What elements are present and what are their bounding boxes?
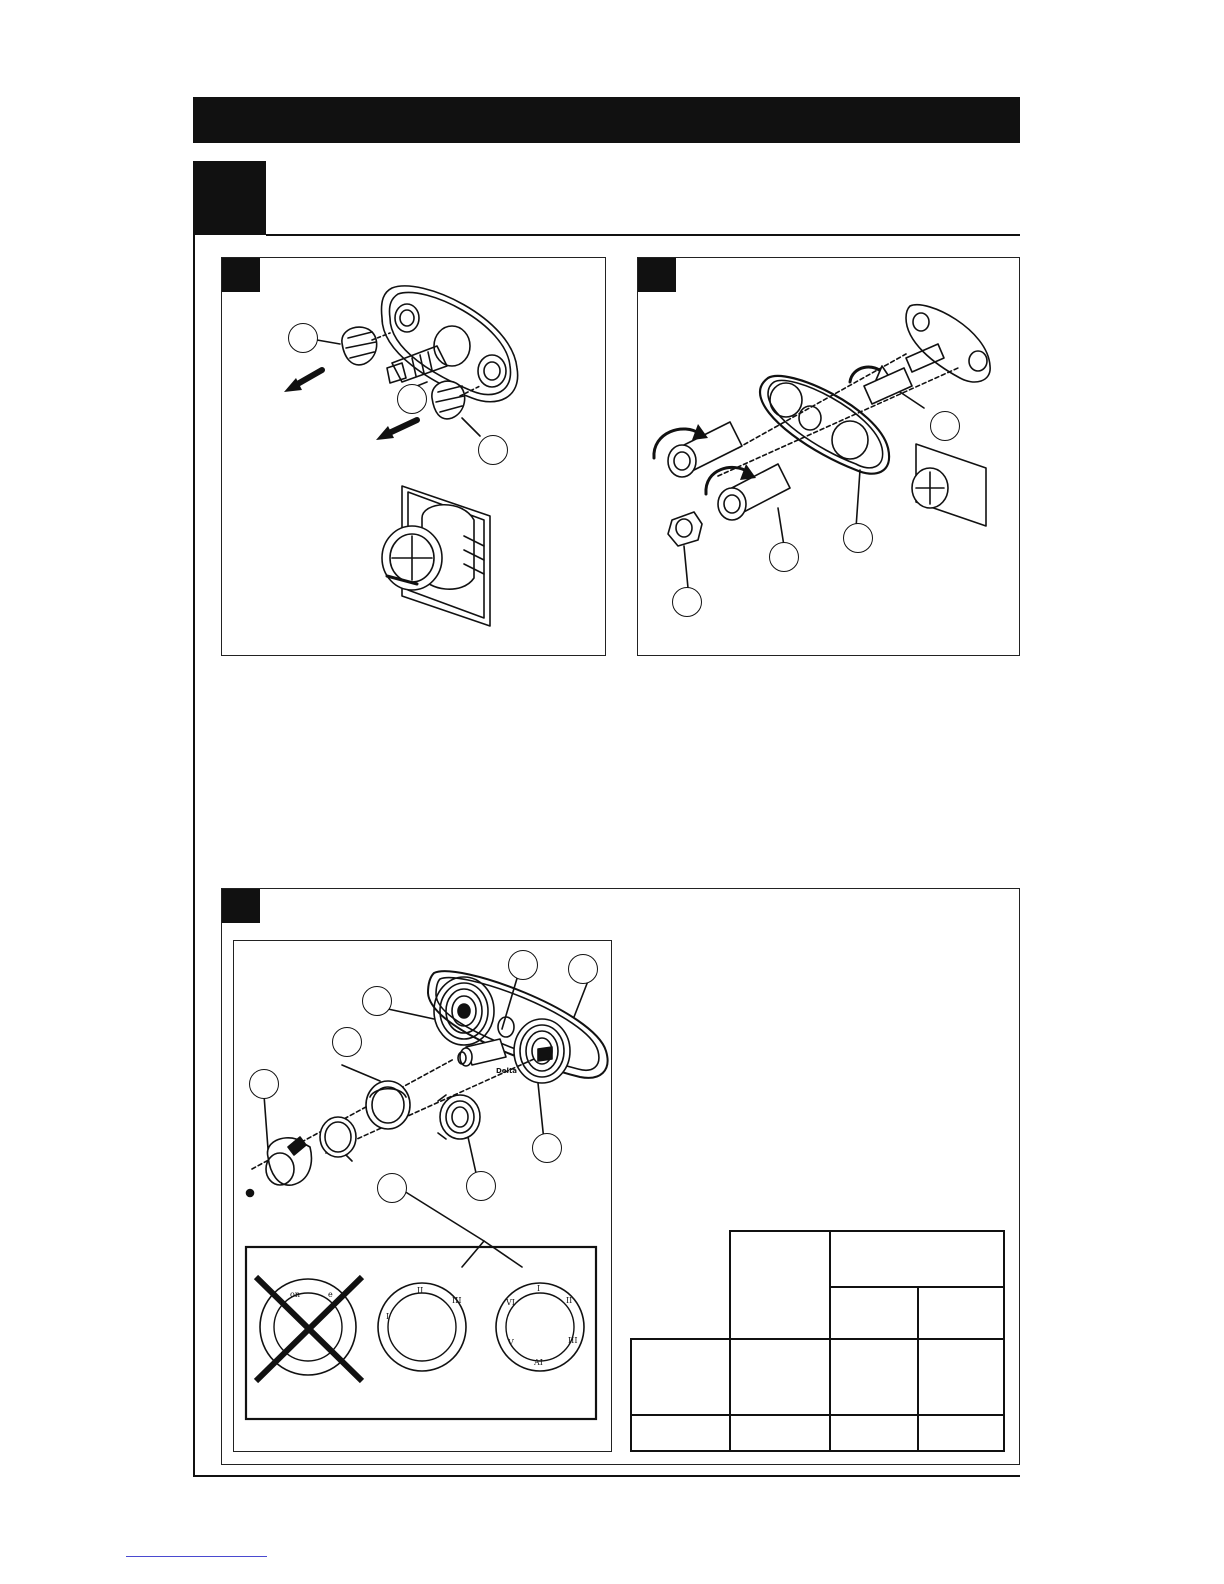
trim-assembly-illustration (234, 941, 613, 1453)
table-cell (918, 1339, 1004, 1415)
ring-mark: I (386, 1312, 390, 1321)
brand-mark: Delta (496, 1067, 518, 1075)
ring-mark: V (508, 1338, 514, 1347)
ring-mark: III (568, 1336, 578, 1345)
ring-mark: II (417, 1286, 424, 1295)
callout-handle (288, 323, 318, 353)
callout-handle-right (478, 435, 508, 465)
ring-mark: II (566, 1296, 573, 1305)
callout-trim-b (568, 954, 598, 984)
page-bottom-rule (193, 1475, 1020, 1477)
panel-tag (222, 889, 260, 923)
spec-table (630, 1230, 1005, 1452)
callout-trim-e (249, 1069, 279, 1099)
page-left-rule (193, 235, 195, 1475)
callout-trim-g (466, 1171, 496, 1201)
section-header-bar (193, 97, 1020, 143)
ring-mark: AI (534, 1358, 543, 1367)
table-cell (730, 1415, 830, 1451)
callout-nut (672, 587, 702, 617)
table-cell (631, 1339, 730, 1415)
panel-remove-escutcheon (637, 257, 1020, 656)
callout-escutcheon (843, 523, 873, 553)
callout-trim-h (377, 1173, 407, 1203)
table-cell (730, 1231, 830, 1339)
ring-mark: e (328, 1290, 333, 1299)
step-rule (266, 234, 1020, 236)
callout-trim-c (362, 986, 392, 1016)
footer-link-underline[interactable] (126, 1556, 267, 1557)
ring-mark: VI (506, 1298, 515, 1307)
callout-trim-f (532, 1133, 562, 1163)
table-cell (830, 1339, 918, 1415)
callout-cartridge-upper (930, 411, 960, 441)
callout-trim-a (508, 950, 538, 980)
handle-removal-illustration (222, 258, 607, 657)
table-cell (830, 1287, 918, 1339)
callout-trim-d (332, 1027, 362, 1057)
table-cell (730, 1339, 830, 1415)
ring-mark: III (452, 1296, 462, 1305)
callout-cartridge-sleeve (769, 542, 799, 572)
ring-mark: I (537, 1284, 541, 1293)
table-cell (918, 1415, 1004, 1451)
ring-mark: on (290, 1290, 300, 1299)
table-cell (631, 1231, 730, 1339)
trim-illustration-box (233, 940, 612, 1452)
table-row (631, 1339, 1004, 1415)
step-number-block (193, 161, 266, 235)
table-cell (830, 1231, 1004, 1287)
table-row (631, 1415, 1004, 1451)
table-cell (631, 1415, 730, 1451)
panel-remove-handles (221, 257, 606, 656)
callout-stem (397, 384, 427, 414)
table-cell (918, 1287, 1004, 1339)
table-cell (830, 1415, 918, 1451)
